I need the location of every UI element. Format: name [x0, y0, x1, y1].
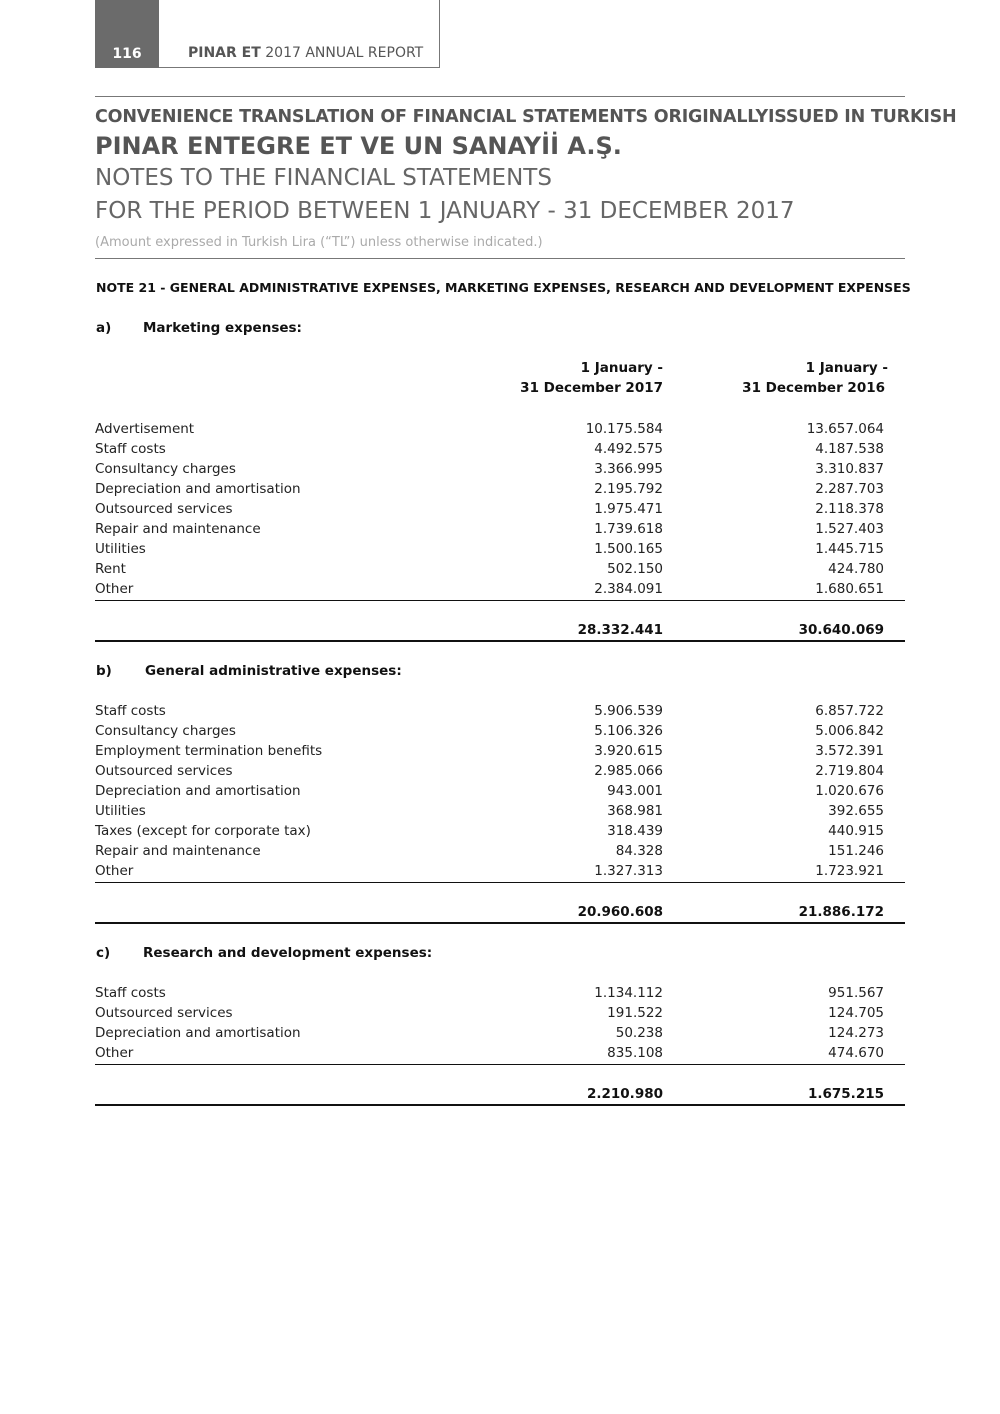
- value-2017: 2.195.792: [594, 481, 663, 497]
- section-letter: a): [96, 320, 112, 336]
- value-2016: 440.915: [828, 823, 884, 839]
- value-2016: 2.287.703: [815, 481, 884, 497]
- value-2017: 84.328: [615, 843, 663, 859]
- subtotal-rule: [95, 1064, 905, 1065]
- table-row: [95, 521, 905, 541]
- page-number: 116: [95, 0, 159, 68]
- table-row: [95, 561, 905, 581]
- section-title: General administrative expenses:: [145, 663, 402, 679]
- row-label: Depreciation and amortisation: [95, 481, 301, 497]
- value-2017: 1.134.112: [594, 985, 663, 1001]
- value-2016: 2.719.804: [815, 763, 884, 779]
- table-row: [95, 421, 905, 441]
- value-2017: 4.492.575: [594, 441, 663, 457]
- value-2016: 1.020.676: [815, 783, 884, 799]
- table-row: [95, 763, 905, 783]
- value-2017: 502.150: [607, 561, 663, 577]
- row-label: Advertisement: [95, 421, 195, 437]
- total-rule: [95, 1104, 905, 1106]
- note-title: NOTE 21 - GENERAL ADMINISTRATIVE EXPENSES, MARKETING EXPENSES, RESEARCH AND DEVELOPMENT EXPENSES: [96, 280, 911, 295]
- value-2016: 474.670: [828, 1045, 884, 1061]
- value-2016: 151.246: [828, 843, 884, 859]
- row-label: Depreciation and amortisation: [95, 1025, 301, 1041]
- value-2016: 951.567: [828, 985, 884, 1001]
- total-2017: 2.210.980: [586, 1086, 663, 1102]
- section-title: Research and development expenses:: [143, 945, 433, 961]
- row-label: Other: [95, 863, 134, 879]
- table-row: [95, 1025, 905, 1045]
- table-row: [95, 1005, 905, 1025]
- row-label: Utilities: [95, 803, 146, 819]
- report-title-rest: 2017 ANNUAL REPORT: [265, 45, 424, 61]
- row-label: Staff costs: [95, 441, 166, 457]
- col-2016-line2: 31 December 2016: [742, 380, 885, 396]
- value-2017: 191.522: [607, 1005, 663, 1021]
- value-2016: 13.657.064: [806, 421, 884, 437]
- section-c-heading: [96, 945, 432, 961]
- value-2016: 2.118.378: [815, 501, 884, 517]
- total-2017: 20.960.608: [577, 904, 663, 920]
- value-2017: 3.920.615: [594, 743, 663, 759]
- total-rule: [95, 640, 905, 642]
- table-row: [95, 461, 905, 481]
- row-label: Repair and maintenance: [95, 521, 261, 537]
- row-label: Staff costs: [95, 985, 166, 1001]
- row-label: Consultancy charges: [95, 723, 236, 739]
- total-2016: 21.886.172: [798, 904, 884, 920]
- value-2016: 124.705: [828, 1005, 884, 1021]
- row-label: Employment termination benefits: [95, 743, 323, 759]
- total-row: [95, 1086, 905, 1106]
- section-letter: c): [96, 945, 111, 961]
- value-2017: 50.238: [615, 1025, 663, 1041]
- value-2017: 3.366.995: [594, 461, 663, 477]
- value-2017: 1.500.165: [594, 541, 663, 557]
- row-label: Rent: [95, 561, 126, 577]
- total-2017: 28.332.441: [577, 622, 663, 638]
- section-a-heading: [96, 320, 302, 336]
- title-top-rule: [95, 96, 905, 97]
- value-2017: 318.439: [607, 823, 663, 839]
- value-2017: 1.739.618: [594, 521, 663, 537]
- value-2017: 1.975.471: [594, 501, 663, 517]
- value-2017: 1.327.313: [594, 863, 663, 879]
- title-bottom-rule: [95, 258, 905, 259]
- col-2016-line1: 1 January -: [805, 360, 888, 376]
- value-2016: 5.006.842: [815, 723, 884, 739]
- subtotal-rule: [95, 882, 905, 883]
- table-row: [95, 481, 905, 501]
- col-2017-line1: 1 January -: [580, 360, 663, 376]
- value-2016: 3.310.837: [815, 461, 884, 477]
- report-title: [188, 45, 423, 61]
- section-title: Marketing expenses:: [143, 320, 302, 336]
- table-row: [95, 501, 905, 521]
- table-row: [95, 823, 905, 843]
- value-2017: 5.906.539: [594, 703, 663, 719]
- value-2016: 4.187.538: [815, 441, 884, 457]
- row-label: Repair and maintenance: [95, 843, 261, 859]
- value-2016: 3.572.391: [815, 743, 884, 759]
- value-2016: 1.445.715: [815, 541, 884, 557]
- row-label: Other: [95, 581, 134, 597]
- table-row: [95, 723, 905, 743]
- total-2016: 1.675.215: [807, 1086, 884, 1102]
- table-row: [95, 863, 905, 883]
- row-label: Outsourced services: [95, 501, 233, 517]
- row-label: Outsourced services: [95, 763, 233, 779]
- company-name: PINAR ENTEGRE ET VE UN SANAYİİ A.Ş.: [95, 132, 622, 160]
- table-row: [95, 743, 905, 763]
- value-2016: 424.780: [828, 561, 884, 577]
- row-label: Consultancy charges: [95, 461, 236, 477]
- table-row: [95, 441, 905, 461]
- subtotal-rule: [95, 600, 905, 601]
- total-rule: [95, 922, 905, 924]
- row-label: Utilities: [95, 541, 146, 557]
- translation-heading: CONVENIENCE TRANSLATION OF FINANCIAL STATEMENTS ORIGINALLYISSUED IN TURKISH: [95, 107, 957, 127]
- table-row: [95, 541, 905, 561]
- amount-note: (Amount expressed in Turkish Lira (“TL”) unless otherwise indicated.): [95, 235, 543, 250]
- value-2017: 835.108: [607, 1045, 663, 1061]
- value-2016: 124.273: [828, 1025, 884, 1041]
- row-label: Outsourced services: [95, 1005, 233, 1021]
- row-label: Depreciation and amortisation: [95, 783, 301, 799]
- total-row: [95, 904, 905, 924]
- table-row: [95, 581, 905, 601]
- value-2017: 2.985.066: [594, 763, 663, 779]
- value-2017: 5.106.326: [594, 723, 663, 739]
- table-row: [95, 1045, 905, 1065]
- value-2017: 10.175.584: [585, 421, 663, 437]
- value-2016: 6.857.722: [815, 703, 884, 719]
- period-heading: FOR THE PERIOD BETWEEN 1 JANUARY - 31 DECEMBER 2017: [95, 198, 795, 224]
- value-2017: 943.001: [607, 783, 663, 799]
- value-2016: 1.680.651: [815, 581, 884, 597]
- value-2017: 2.384.091: [594, 581, 663, 597]
- table-row: [95, 985, 905, 1005]
- table-row: [95, 783, 905, 803]
- total-row: [95, 622, 905, 642]
- value-2017: 368.981: [607, 803, 663, 819]
- row-label: Staff costs: [95, 703, 166, 719]
- section-letter: b): [96, 663, 112, 679]
- total-2016: 30.640.069: [798, 622, 884, 638]
- table-row: [95, 843, 905, 863]
- table-row: [95, 803, 905, 823]
- value-2016: 1.723.921: [815, 863, 884, 879]
- notes-heading: NOTES TO THE FINANCIAL STATEMENTS: [95, 165, 552, 191]
- value-2016: 1.527.403: [815, 521, 884, 537]
- table-row: [95, 703, 905, 723]
- value-2016: 392.655: [828, 803, 884, 819]
- row-label: Taxes (except for corporate tax): [95, 823, 311, 839]
- section-b-heading: [96, 663, 402, 679]
- report-brand: PINAR ET: [188, 45, 261, 61]
- row-label: Other: [95, 1045, 134, 1061]
- col-2017-line2: 31 December 2017: [520, 380, 663, 396]
